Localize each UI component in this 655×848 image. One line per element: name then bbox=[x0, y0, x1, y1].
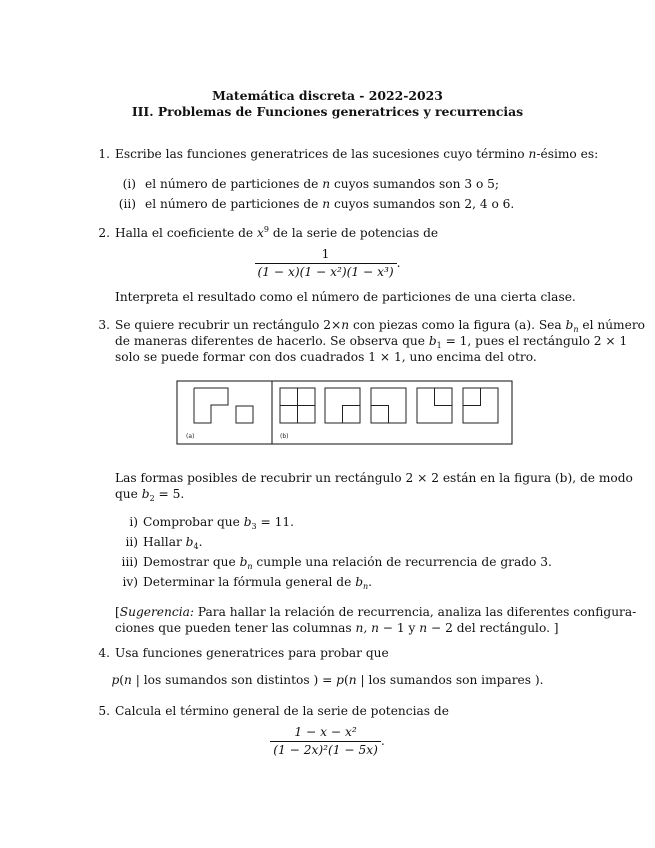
text-run: de maneras diferentes de hacerlo. Se observa que bbox=[115, 334, 429, 348]
problem-2-interpret: Interpreta el resultado como el número de particiones de una cierta clase. bbox=[115, 290, 576, 304]
math-var: n bbox=[528, 147, 537, 161]
text-run: . bbox=[368, 575, 373, 589]
math-subscript: 1 bbox=[436, 341, 442, 350]
figure-b-label: (b) bbox=[280, 433, 289, 440]
problem-1-intro bbox=[115, 146, 598, 162]
punctuation: . bbox=[396, 256, 401, 270]
document-subtitle: III. Problemas de Funciones generatrices y recurrencias bbox=[131, 104, 524, 119]
problem-2-number: 2. bbox=[98, 226, 110, 240]
fraction-denominator: (1 − 2x)²(1 − 5x) bbox=[273, 743, 378, 757]
problem-3-item-iii-label: iii) bbox=[121, 555, 138, 569]
tiling-4-divider bbox=[435, 388, 453, 406]
problem-3-item-ii-label: ii) bbox=[125, 535, 138, 549]
math-subscript: n bbox=[247, 562, 253, 571]
problem-4-number: 4. bbox=[98, 646, 110, 660]
math-subscript: 3 bbox=[251, 522, 257, 531]
math-subscript: n bbox=[573, 325, 579, 334]
math-var: b bbox=[243, 515, 252, 529]
text-run: Escribe las funciones generatrices de las sucesiones cuyo término bbox=[115, 147, 529, 161]
math-var: n bbox=[341, 318, 350, 332]
math-var: b bbox=[565, 318, 574, 332]
math-var: x bbox=[256, 226, 264, 240]
text-run: con piezas como la figura (a). Sea bbox=[349, 318, 566, 332]
math-subscript: n bbox=[363, 582, 369, 591]
math-subscript: 2 bbox=[149, 494, 155, 503]
problem-1-item-ii bbox=[145, 196, 514, 212]
problem-1-number: 1. bbox=[98, 147, 110, 161]
fraction-denominator: (1 − x)(1 − x²)(1 − x³) bbox=[257, 265, 394, 279]
text-run: ciones que pueden tener las columnas bbox=[115, 621, 356, 635]
fraction-numerator: 1 bbox=[255, 246, 397, 264]
text-run: Halla el coeficiente de bbox=[115, 226, 257, 240]
text-run: = 5. bbox=[154, 487, 185, 501]
text-run: ( bbox=[343, 673, 349, 687]
text-run: de la serie de potencias de bbox=[268, 226, 439, 240]
problem-3-number: 3. bbox=[98, 318, 110, 332]
problem-3-hint-line-1 bbox=[115, 604, 637, 620]
problem-4-equation bbox=[0, 672, 655, 688]
text-run: | los sumandos son distintos ) = bbox=[131, 673, 337, 687]
problem-2-formula bbox=[0, 246, 655, 281]
math-var: n bbox=[124, 673, 132, 687]
punctuation: . bbox=[380, 734, 385, 748]
text-run: cuyos sumandos son 3 o 5; bbox=[330, 177, 500, 191]
figure-frame bbox=[177, 381, 512, 444]
text-run: Se quiere recubrir un rectángulo 2× bbox=[115, 318, 342, 332]
text-run: = 1, pues el rectángulo 2 × 1 bbox=[441, 334, 628, 348]
text-run: cuyos sumandos son 2, 4 o 6. bbox=[330, 197, 515, 211]
problem-3-after-2 bbox=[115, 486, 184, 502]
l-tromino-piece bbox=[194, 388, 228, 423]
text-run: = 11. bbox=[256, 515, 294, 529]
problem-3-line-3: solo se puede formar con dos cuadrados 1 × 1, uno encima del otro. bbox=[115, 350, 537, 364]
problem-1-item-ii-label: (ii) bbox=[118, 197, 136, 211]
problem-5-intro: Calcula el término general de la serie de potencias de bbox=[115, 704, 449, 718]
tiling-3-divider bbox=[371, 406, 389, 424]
text-run: ( bbox=[119, 673, 125, 687]
problem-3-item-i-label: i) bbox=[129, 515, 138, 529]
tiling-figure bbox=[176, 380, 514, 446]
math-var: n bbox=[322, 177, 331, 191]
text-run: el número de particiones de bbox=[145, 177, 323, 191]
problem-5-number: 5. bbox=[98, 704, 110, 718]
problem-2-intro bbox=[115, 225, 438, 241]
problem-3-item-iv bbox=[143, 574, 372, 590]
figure-a-label: (a) bbox=[186, 433, 195, 440]
text-run: − 2 del rectángulo. ] bbox=[427, 621, 559, 635]
text-run: | los sumandos son impares ). bbox=[356, 673, 544, 687]
problem-1-item-i bbox=[145, 176, 499, 192]
problem-3-hint-line-2 bbox=[115, 620, 559, 636]
math-exponent: 9 bbox=[263, 225, 269, 234]
math-var: n bbox=[348, 673, 357, 687]
fraction bbox=[255, 246, 397, 281]
tilings-2x2 bbox=[280, 388, 498, 423]
text-run: Para hallar la relación de recurrencia, analiza las diferentes configura- bbox=[193, 605, 637, 619]
problem-3-item-ii bbox=[143, 534, 202, 550]
text-run: el número bbox=[578, 318, 645, 332]
problem-3-item-i bbox=[143, 514, 294, 530]
problem-3-item-iii bbox=[143, 554, 552, 570]
math-var: n bbox=[322, 197, 331, 211]
math-var: b bbox=[185, 535, 194, 549]
problem-5-formula bbox=[0, 724, 655, 759]
hint-label: Sugerencia: bbox=[119, 605, 194, 619]
problem-4-intro: Usa funciones generatrices para probar que bbox=[115, 646, 389, 660]
math-var: n, n bbox=[355, 621, 379, 635]
math-var: n bbox=[419, 621, 428, 635]
math-var: b bbox=[141, 487, 150, 501]
math-var: p bbox=[336, 673, 344, 687]
problem-3-line-1 bbox=[115, 317, 645, 334]
text-run: Comprobar que bbox=[143, 515, 244, 529]
text-run: [ bbox=[115, 605, 120, 619]
problem-3-after-1: Las formas posibles de recubrir un rectángulo 2 × 2 están en la figura (b), de modo bbox=[115, 471, 633, 485]
fraction bbox=[270, 724, 381, 759]
problem-3-line-2 bbox=[115, 333, 628, 350]
math-var: b bbox=[239, 555, 248, 569]
tiling-5-divider bbox=[463, 388, 481, 406]
document-title: Matemática discreta - 2022-2023 bbox=[212, 88, 443, 103]
unit-square-piece bbox=[236, 406, 253, 423]
text-run: Hallar bbox=[143, 535, 186, 549]
math-var: b bbox=[428, 334, 437, 348]
text-run: Determinar la fórmula general de bbox=[143, 575, 356, 589]
text-run: − 1 y bbox=[378, 621, 420, 635]
text-run: cumple una relación de recurrencia de grado 3. bbox=[252, 555, 552, 569]
text-run: -ésimo es: bbox=[536, 147, 599, 161]
problem-3-item-iv-label: iv) bbox=[122, 575, 138, 589]
tiling-2-divider bbox=[343, 406, 361, 424]
problem-1-item-i-label: (i) bbox=[122, 177, 136, 191]
text-run: . bbox=[198, 535, 203, 549]
text-run: Demostrar que bbox=[143, 555, 240, 569]
text-run: el número de particiones de bbox=[145, 197, 323, 211]
fraction-numerator: 1 − x − x² bbox=[270, 724, 381, 742]
text-run: que bbox=[115, 487, 142, 501]
math-var: p bbox=[111, 673, 120, 687]
math-var: b bbox=[355, 575, 363, 589]
math-subscript: 4 bbox=[193, 542, 199, 551]
